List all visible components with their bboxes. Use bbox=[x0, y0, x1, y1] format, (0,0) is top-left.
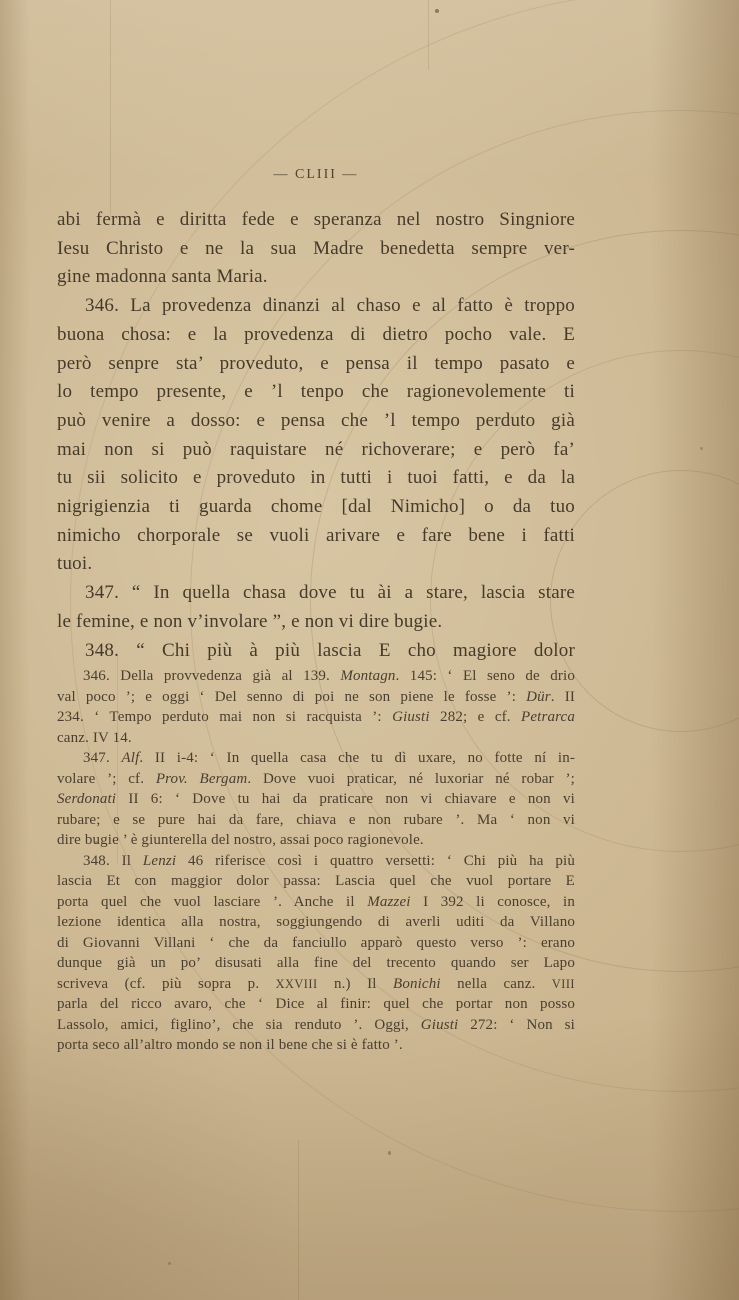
text-line: lascia Et con maggior dolor passa: Lascia quel che vuol portare E bbox=[57, 873, 575, 889]
text-line: nigrigienzia ti guarda chome [dal Nimicho] o da tuo bbox=[57, 496, 575, 518]
paper-speck bbox=[435, 9, 439, 13]
text-line: 347. “ In quella chasa dove tu ài a stare, lascia stare bbox=[85, 582, 575, 604]
paper-speck bbox=[700, 447, 703, 450]
text-line: lezione identica alla nostra, soggiungendo di averli uditi da Villano bbox=[57, 914, 575, 930]
text-line: nimicho chorporale se vuoli arivare e fare bene i fatti bbox=[57, 524, 575, 546]
text-line: volare ’; cf. Prov. Bergam. Dove vuoi praticar, né luxoriar né robar ’; bbox=[57, 770, 575, 787]
text-line: buona chosa: e la provedenza di dietro pocho vale. E bbox=[57, 323, 575, 345]
text-line: scriveva (cf. più sopra p. XXVIII n.) Il Bonichi nella canz. VIII bbox=[57, 975, 576, 992]
footnotes-block bbox=[57, 666, 575, 1056]
text-line: porta quel che vuol lasciare ’. Anche il Mazzei I 392 li conosce, in bbox=[57, 893, 575, 910]
text-line: canz. IV 14. bbox=[57, 729, 132, 746]
text-line: abi fermà e diritta fede e speranza nel nostro Singniore bbox=[57, 209, 575, 230]
text-line: però senpre sta’ proveduto, e pensa il tempo pasato e bbox=[57, 352, 575, 374]
paper-speck bbox=[388, 1151, 391, 1155]
text-line: 348. Il Lenzi 46 riferisce così i quattro versetti: ‘ Chi più ha più bbox=[83, 852, 575, 869]
text-line: porta seco all’altro mondo se non il bene che si è fatto ’. bbox=[57, 1037, 403, 1053]
text-line: le femine, e non v’involare ”, e non vi dire bugie. bbox=[57, 610, 443, 632]
main-text-block bbox=[57, 206, 575, 665]
text-line: Iesu Christo e ne la sua Madre benedetta sempre ver- bbox=[57, 237, 575, 259]
text-line: lo tempo presente, e ’l tenpo che ragionevolemente ti bbox=[57, 381, 575, 403]
text-line: 234. ‘ Tempo perduto mai non si racquista ’: Giusti 282; e cf. Petrarca bbox=[57, 709, 575, 725]
text-line: Serdonati II 6: ‘ Dove tu hai da praticare non vi chiavare e non vi bbox=[57, 791, 575, 807]
text-line: 346. Della provvedenza già al 139. Montagn. 145: ‘ El seno de drio bbox=[83, 668, 575, 684]
paper-crease bbox=[428, 0, 429, 70]
text-line: dunque già un po’ disusati alla fine del trecento quando ser Lapo bbox=[57, 955, 575, 971]
text-line: Lassolo, amici, figlino’, che sia renduto ’. Oggi, Giusti 272: ‘ Non si bbox=[57, 1016, 575, 1033]
text-line: gine madonna santa Maria. bbox=[57, 266, 268, 288]
page-number-header: — CLIII — bbox=[273, 167, 359, 182]
text-line: può venire a dosso: e pensa che ’l tempo perduto già bbox=[57, 409, 575, 431]
text-line: mai non si può raquistare né richoverare; e però fa’ bbox=[57, 438, 575, 460]
text-line: dire bugie ’ è giunterella del nostro, assai poco ragionevole. bbox=[57, 832, 424, 848]
text-line: val poco ’; e oggi ‘ Del senno di poi ne son piene le fosse ’: Dür. II bbox=[57, 688, 575, 705]
text-line: parla del ricco avaro, che ‘ Dice al finir: quel che portar non posso bbox=[57, 996, 575, 1012]
text-line: di Giovanni Villani ‘ che da fanciullo apparò questo verso ’: erano bbox=[57, 934, 575, 951]
text-line: 348. “ Chi più à più lascia E cho magiore dolor bbox=[85, 639, 575, 661]
text-line: 346. La provedenza dinanzi al chaso e al fatto è troppo bbox=[85, 295, 575, 317]
paper-speck bbox=[168, 1262, 171, 1265]
paper-crease bbox=[298, 1140, 299, 1300]
text-line: tuoi. bbox=[57, 553, 93, 575]
text-line: 347. Alf. II i-4: ‘ In quella casa che tu dì uxare, no fotte ní in- bbox=[83, 750, 576, 766]
text-line: tu sii solicito e proveduto in tutti i tuoi fatti, e da la bbox=[57, 467, 575, 489]
text-line: rubare; e se pure hai da fare, chiava e non rubare ’. Ma ‘ non vi bbox=[57, 811, 575, 828]
